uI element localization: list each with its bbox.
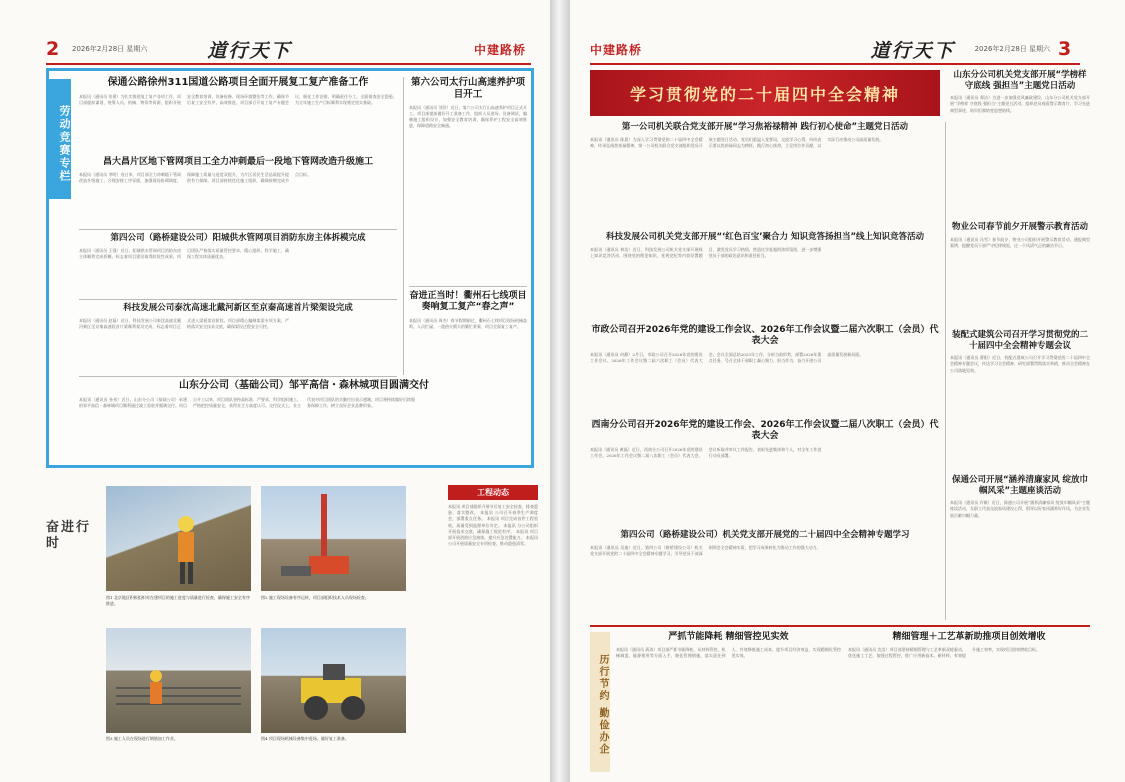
article-body: 本报讯（通讯员 许敏）近日，保通公司开展“涵养清廉家风 绽放巾帼风采”主题座谈活动，女职工代表交流家风建设心得，倡导以好家风涵养好作风，为企业发展贡献巾帼力量。 <box>950 500 1090 518</box>
article-body: 本报讯（通讯员 陈晨）为深入学习贯彻党的二十届四中全会精神，传承弘扬焦裕禄精神，第一公司机关联合党支部组织党员开展主题党日活动。党员们重温入党誓词，交流学习心得，纷纷表示要以焦裕禄同志为榜样，践行初心使命，立足岗位作贡献，以实际行动推动公司高质量发展。 <box>590 136 884 148</box>
page-fold <box>550 0 570 782</box>
page-number: 3 <box>1058 38 1072 60</box>
left-header <box>46 36 526 62</box>
article <box>79 303 397 376</box>
headline: 奋进正当时！衢州石七线项目奏响复工复产“春之声” <box>409 291 527 313</box>
article-body: 本报讯（通讯员 赵磊）近日，科技发展公司泰沈高速北戴河新区至京秦高速段首片梁顺利架设完成，标志着项目正式进入梁板架设阶段。项目部精心编制架梁专项方案，严格落实安全技术交底，确保架设过程安全可控。 <box>79 317 289 329</box>
labor-contest-section <box>46 68 534 468</box>
issue-date: 2026年2月28日 星期六 <box>72 45 148 53</box>
masthead: 道行天下 <box>870 39 955 62</box>
engineering-news-column <box>448 485 538 775</box>
photo-caption: 图1 北京地区积极组织对在建项目的施工进度与质量进行检查，确保施工安全有序推进。 <box>106 595 250 606</box>
photo-rebar-work <box>106 628 251 733</box>
column-title: 工程动态 <box>448 485 538 500</box>
headline: 保通公路徐州311国道公路项目全面开展复工复产准备工作 <box>107 77 369 88</box>
gallery-title: 奋进行时 <box>46 520 92 551</box>
photo-pile-rig <box>261 486 406 591</box>
article-body: 本报讯（通讯员 曹阳）近日，装配式建筑公司召开学习贯彻党的二十届四中全会精神专题会议，传达学习全会精神，研究部署贯彻落实举措，推动全会精神在公司落地见效。 <box>950 355 1090 373</box>
photo-gallery <box>46 480 446 780</box>
article <box>79 77 397 152</box>
headline: 科技发展公司泰沈高速北戴河新区至京秦高速首片梁架设完成 <box>123 303 353 313</box>
article-body: 本报讯（通讯员 周杰）春节假期刚过，衢州石七线项目现场机械轰鸣、人员忙碌，一派热火朝天的繁忙景象，项目全面复工复产。 <box>409 317 527 329</box>
article-body: 本报讯（通讯员 黄磊）近日，西南分公司召开2026年党的建设工作会、2026年工作会议暨二届八次职工（会员）代表大会。会议听取并审议工作报告，表彰先进集体和个人，对全年工作进行动员部署。 <box>590 446 822 458</box>
headline: 第四公司（路桥建设公司）机关党支部开展党的二十届四中全会精神专题学习 <box>620 530 910 540</box>
article-body: 本报讯（通讯员 何静）2月日，市政公司召开2026年党的建设工作会议、2026年工作会议暨二届六次职工（会员）代表大会。会议全面总结2025年工作，分析当前形势，部署2026年重点任务，号召全体干部职工凝心聚力、担当作为，奋力开创公司高质量发展新局面。 <box>590 351 864 363</box>
article <box>590 325 940 430</box>
article-body: 本报讯（通讯员 林浩）近日，科技发展公司机关党支部开展线上知识竞答活动，围绕党的理论知识、党规党纪等内容设置题目，激发党员学习热情，营造比学赶超的浓厚氛围，进一步增强党员干部的政治意识和责任担当。 <box>590 246 822 258</box>
article <box>409 77 527 215</box>
headline: 市政公司召开2026年党的建设工作会议、2026年工作会议暨二届六次职工（会员）代表大会 <box>591 325 939 347</box>
article-body: 本报讯（通讯员 孙伟）近日，山东分公司（基础公司）承建的邹平高信・森林城项目顺利通过竣工验收并圆满交付。项目自开工以来，项目团队坚持高标准、严要求，科学组织施工，严格把控质量安全，获得业主方高度认可。交付仪式上，业主代表对项目团队的辛勤付出表示感谢，项目将持续做好后续服务保障工作，树立良好企业品牌形象。 <box>79 396 415 408</box>
brand-logo-text: 中建路桥 <box>590 42 643 57</box>
column-label: 历行节约 勤俭办企 <box>590 632 610 772</box>
right-header <box>590 36 1080 62</box>
article-body: 本报讯（通讯员 李明）连日来，项目部全力冲刺地下管网改造升级施工，合理安排工序穿插，加强现场协调调度，保障施工质量与进度双提升，为片区居民生活品质提升提供有力保障。项目部持续优化施工组织，确保按期完成节点目标。 <box>79 172 311 184</box>
article-body: 本报讯（通讯员 吴迪）近日，第四公司（路桥建设公司）机关党支部开展党的二十届四中全会精神专题学习，引导党员干部深刻领会全会精神实质，把学习成果转化为推动工作的强大动力。 <box>590 544 821 556</box>
issue-date: 2026年2月28日 星期六 <box>974 45 1050 53</box>
headline: 第四公司（路桥建设公司）阳城供水管网项目消防东房主体拆模完成 <box>110 233 366 243</box>
article-body: 本报讯（通讯员 刘洋）近日，第六公司太行山高速养护项目正式开工。项目部提前做好开工准备工作，组织人员进场、设备调试，编制施工组织设计，加强安全教育培训，确保养护工程安全高效推进，保障道路安全畅通。 <box>409 104 527 129</box>
right-page <box>570 0 1125 782</box>
headline: 严抓节能降耗 精细管控见实效 <box>668 632 789 642</box>
article-body: 本报讯（通讯员 张建）为扎实推进复工复产各项工作，项目部提前谋划，统筹人员、机械、物资等资源，组织开展安全教育培训、设备检修、现场环境整治等工作，确保节后复工安全有序、高效推进。项目部召开复工复产专题会议，细化工作安排，明确责任分工，全面排查安全隐患，为全年施工生产目标顺利实现奠定坚实基础。 <box>79 93 397 105</box>
article <box>950 475 1090 595</box>
left-page <box>0 0 550 782</box>
headline: 保通公司开展“涵养清廉家风 绽放巾帼风采”主题座谈活动 <box>951 475 1089 496</box>
photo-caption: 图3 施工人员在现场进行钢筋加工作业。 <box>106 736 178 741</box>
photo-caption: 图2 施工现场设备有序运转，项目部组织技术人员现场检查。 <box>261 595 369 600</box>
photo-roller <box>261 628 406 733</box>
masthead: 道行天下 <box>207 39 292 62</box>
headline: 物业公司春节前夕开展警示教育活动 <box>951 222 1088 232</box>
article <box>590 232 940 315</box>
news-briefs: 本报讯 项目部组织开展节后复工安全检查，排查隐患、落实整改。 本报讯 公司召开春季生产调度会，部署重点任务。 本报讯 项目完成首件工程验收，质量受到监理单位肯定。 本报讯 分公司组织开展技术交底，确保施工规范有序。 本报讯 项目部开展消防应急演练，提升应急处置能力。 本报讯 公司开展质量安全专项检查，推动隐患清零。 <box>448 504 538 547</box>
article <box>79 157 397 220</box>
headline: 第六公司太行山高速养护项目开工 <box>410 77 525 100</box>
banner-title: 学习贯彻党的二十届四中全会精神 <box>629 84 900 104</box>
article <box>590 530 940 613</box>
article <box>950 70 1090 205</box>
headline: 装配式建筑公司召开学习贯彻党的二十届四中全会精神专题会议 <box>951 330 1088 351</box>
headline: 科技发展公司机关党支部开展“‘红色百宝’聚合力 知识竞答扬担当”线上知识竞答活动 <box>605 232 925 242</box>
article <box>590 420 940 511</box>
article-body: 本报讯（通讯员 郑洁）为进一步加强党风廉政建设，山东分公司机关党支部开展“学榜样 守底线 强担当”主题党日活动，组织党员观看警示教育片，学习先进典型事迹，筑牢拒腐防变思想防线。 <box>950 95 1090 113</box>
page-number: 2 <box>46 38 60 60</box>
header-rule <box>46 63 531 65</box>
headline: 山东分公司（基础公司）邹平高信・森林城项目圆满交付 <box>179 380 429 391</box>
photo-worker <box>106 486 251 591</box>
article <box>409 291 527 368</box>
headline: 第一公司机关联合党支部开展“学习焦裕禄精神 践行初心使命”主题党日活动 <box>621 122 909 132</box>
article-body: 本报讯（通讯员 蒋涛）项目部严抓节能降耗，从材料管控、机械调度、能源使用等方面入手，细化管理措施，落实责任到人，有效降低施工成本，提升项目经济效益，实现精细化管控见实效。 <box>616 647 841 659</box>
article <box>950 222 1090 307</box>
header-rule <box>590 63 1080 65</box>
headline: 精细管理＋工艺革新助推项目创效增收 <box>892 632 1046 642</box>
article <box>616 632 841 767</box>
article <box>950 330 1090 455</box>
headline: 西南分公司召开2026年党的建设工作会、2026年工作会议暨二届八次职工（会员）代表大会 <box>591 420 939 442</box>
article <box>79 380 529 465</box>
theme-banner <box>590 70 940 116</box>
brand-logo-text: 中建路桥 <box>473 42 526 57</box>
article-body: 本报讯（通讯员 冯雪）春节前夕，物业公司组织开展警示教育活动，通报典型案例，提醒党员干部严守纪律规矩，过一个风清气正的廉洁节日。 <box>950 236 1090 248</box>
article <box>79 233 397 300</box>
article-body: 本报讯（通讯员 沈浩）项目部坚持精细管理与工艺革新双轮驱动，优化施工工艺，加强过程管控，推广应用新技术、新材料，有效提升施工效率，实现项目创效增收目标。 <box>848 647 1040 659</box>
headline: 昌大昌片区地下管网项目工全力冲刺最后一段地下管网改造升级施工 <box>102 157 373 167</box>
headline: 山东分公司机关党支部开展“学榜样 守底线 强担当”主题党日活动 <box>953 70 1087 91</box>
column-label: 劳动竞赛专栏 <box>49 79 71 199</box>
article <box>590 122 940 223</box>
article <box>848 632 1090 767</box>
photo-caption: 图4 项目现场机械设备集中进场，做好复工准备。 <box>261 736 349 741</box>
article-body: 本报讯（通讯员 王强）近日，阳城供水管网项目消防东房主体顺利完成拆模，标志着项目建设取得阶段性成果。项目团队严格落实质量管控要求，精心组织、科学施工，确保工程实体质量优良。 <box>79 247 289 259</box>
